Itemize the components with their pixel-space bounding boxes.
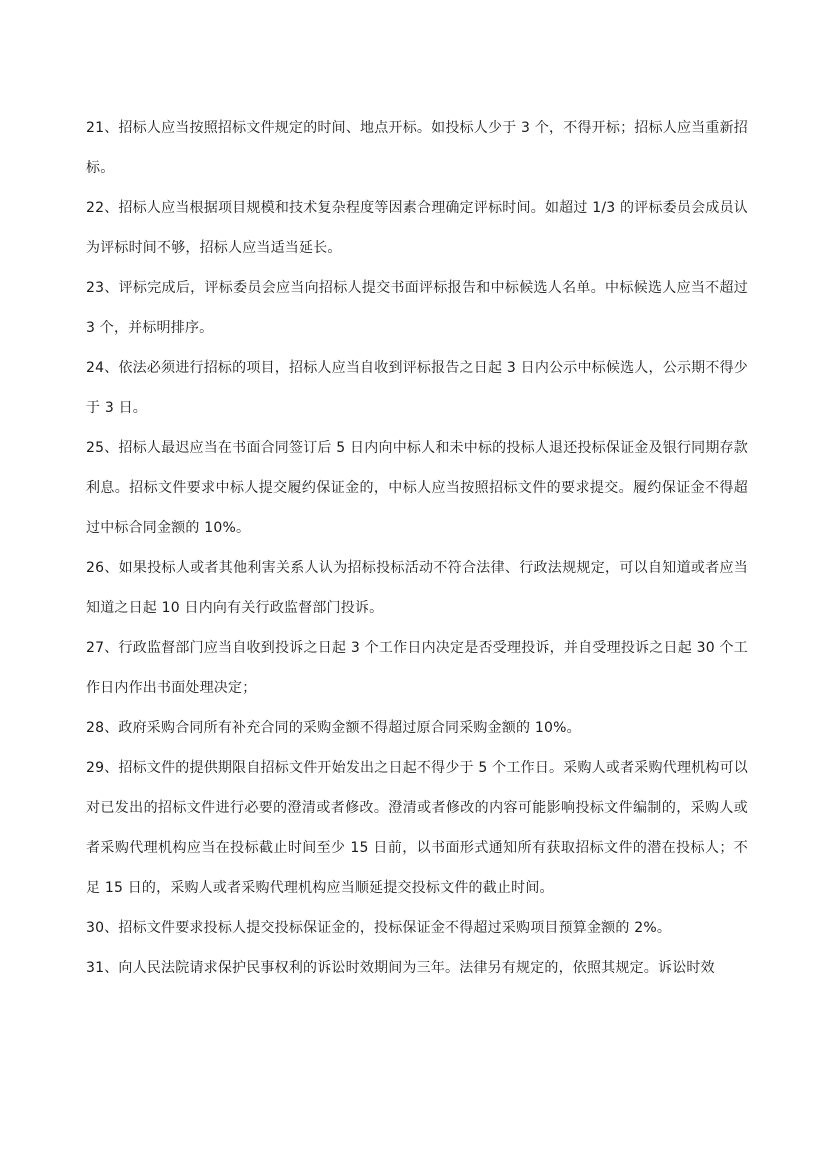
document-body bbox=[86, 108, 748, 988]
paragraph-31: 31、向人民法院请求保护民事权利的诉讼时效期间为三年。法律另有规定的，依照其规定。诉讼时效 bbox=[86, 960, 715, 976]
paragraph-26: 26、如果投标人或者其他利害关系人认为招标投标活动不符合法律、行政法规规定，可以自知道或者应当知道之日起 10 日内向有关行政监督部门投诉。 bbox=[86, 560, 748, 616]
paragraph-25: 25、招标人最迟应当在书面合同签订后 5 日内向中标人和未中标的投标人退还投标保证金及银行同期存款利息。招标文件要求中标人提交履约保证金的，中标人应当按照招标文件的要求提交。履约保证金不得超过中标合同金额的 10%。 bbox=[86, 440, 748, 536]
paragraph-23: 23、评标完成后，评标委员会应当向招标人提交书面评标报告和中标候选人名单。中标候选人应当不超过 3 个，并标明排序。 bbox=[86, 280, 748, 336]
paragraph-30: 30、招标文件要求投标人提交投标保证金的，投标保证金不得超过采购项目预算金额的 2%。 bbox=[86, 920, 672, 936]
paragraph-29: 29、招标文件的提供期限自招标文件开始发出之日起不得少于 5 个工作日。采购人或者采购代理机构可以对已发出的招标文件进行必要的澄清或者修改。澄清或者修改的内容可能影响投标文件编制的，采购人或者采购代理机构应当在投标截止时间至少 15 日前，以书面形式通知所有获取招标文件的潜在投标人；不足 15 日的，采购人或者采购代理机构应当顺延提交投标文件的截止时间。 bbox=[86, 760, 748, 896]
paragraph-22: 22、招标人应当根据项目规模和技术复杂程度等因素合理确定评标时间。如超过 1/3 的评标委员会成员认为评标时间不够，招标人应当适当延长。 bbox=[86, 200, 748, 256]
paragraph-27: 27、行政监督部门应当自收到投诉之日起 3 个工作日内决定是否受理投诉，并自受理投诉之日起 30 个工作日内作出书面处理决定； bbox=[86, 640, 748, 696]
paragraph-24: 24、依法必须进行招标的项目，招标人应当自收到评标报告之日起 3 日内公示中标候选人，公示期不得少于 3 日。 bbox=[86, 360, 748, 416]
paragraph-21: 21、招标人应当按照招标文件规定的时间、地点开标。如投标人少于 3 个，不得开标；招标人应当重新招标。 bbox=[86, 120, 748, 176]
paragraph-28: 28、政府采购合同所有补充合同的采购金额不得超过原合同采购金额的 10%。 bbox=[86, 720, 581, 736]
